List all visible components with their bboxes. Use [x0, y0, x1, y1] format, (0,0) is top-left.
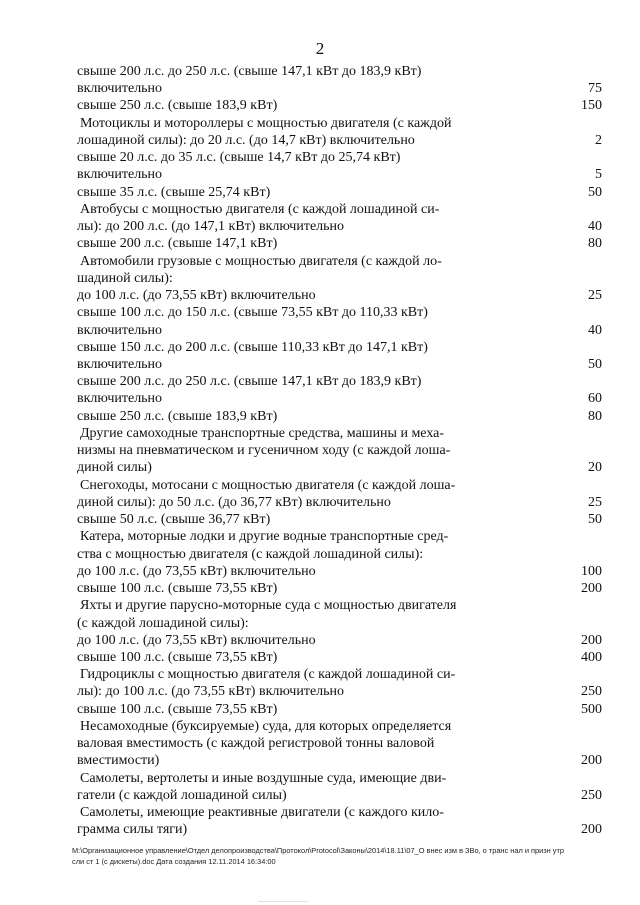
rate-line: [77, 63, 602, 80]
category-heading-line: [77, 770, 602, 787]
footer-date-line: сли ст 1 (с дискеты).doc Дата создания 12.11.2014 16:34:00: [72, 857, 276, 866]
line-text: Мотоциклы и мотороллеры с мощностью двигателя (с каждой: [80, 115, 452, 131]
rate-line: [77, 546, 602, 563]
category-heading-line: [77, 425, 602, 442]
line-text: до 100 л.с. (до 73,55 кВт) включительно: [77, 288, 316, 304]
line-text: грамма силы тяги): [77, 822, 188, 838]
line-text: включительно: [77, 81, 163, 97]
rate-value: 80: [588, 236, 602, 252]
line-text: Автобусы с мощностью двигателя (с каждой лошадиной си-: [80, 201, 440, 217]
line-text: свыше 100 л.с. (свыше 73,55 кВт): [77, 649, 278, 665]
rate-value: 250: [581, 684, 602, 700]
rate-value: 50: [588, 184, 602, 200]
line-text: включительно: [77, 167, 163, 183]
rate-line: [77, 80, 602, 97]
line-text: низмы на пневматическом и гусеничном ходу (с каждой лоша-: [77, 443, 451, 459]
rate-value: 25: [588, 494, 602, 510]
category-heading-line: [77, 477, 602, 494]
rate-value: 200: [581, 632, 602, 648]
rate-line: [77, 735, 602, 752]
line-text: Яхты и другие парусно-моторные суда с мощностью двигателя: [80, 598, 457, 614]
rate-line: [77, 390, 602, 407]
rate-value: 400: [581, 649, 602, 665]
category-heading-line: [77, 666, 602, 683]
rate-line: [77, 339, 602, 356]
line-text: до 100 л.с. (до 73,55 кВт) включительно: [77, 632, 316, 648]
line-text: свыше 250 л.с. (свыше 183,9 кВт): [77, 98, 278, 114]
rate-line: [77, 494, 602, 511]
rate-line: [77, 235, 602, 252]
line-text: гатели (с каждой лошадиной силы): [77, 787, 287, 803]
rate-line: [77, 218, 602, 235]
line-text: свыше 200 л.с. до 250 л.с. (свыше 147,1 кВт до 183,9 кВт): [77, 374, 422, 390]
rate-value: 20: [588, 460, 602, 476]
rate-value: 40: [588, 322, 602, 338]
rate-line: [77, 132, 602, 149]
rate-value: 200: [581, 581, 602, 597]
line-text: свыше 100 л.с. до 150 л.с. (свыше 73,55 кВт до 110,33 кВт): [77, 305, 428, 321]
rate-line: [77, 701, 602, 718]
rate-line: [77, 563, 602, 580]
line-text: свыше 200 л.с. до 250 л.с. (свыше 147,1 кВт до 183,9 кВт): [77, 64, 422, 79]
rate-value: 50: [588, 512, 602, 528]
rate-line: [77, 615, 602, 632]
line-text: ства с мощностью двигателя (с каждой лошадиной силы):: [77, 546, 424, 562]
line-text: Несамоходные (буксируемые) суда, для которых определяется: [80, 718, 452, 734]
line-text: лы): до 100 л.с. (до 73,55 кВт) включительно: [77, 684, 345, 700]
scan-artifact: [258, 901, 308, 902]
rate-line: [77, 787, 602, 804]
line-text: свыше 150 л.с. до 200 л.с. (свыше 110,33 кВт до 147,1 кВт): [77, 339, 428, 355]
rate-line: [77, 270, 602, 287]
rate-value: 2: [595, 132, 602, 148]
rate-line: [77, 649, 602, 666]
rate-line: [77, 580, 602, 597]
rate-value: 200: [581, 753, 602, 769]
category-heading-line: [77, 804, 602, 821]
line-text: Катера, моторные лодки и другие водные транспортные сред-: [80, 529, 449, 545]
line-text: свыше 100 л.с. (свыше 73,55 кВт): [77, 701, 278, 717]
line-text: лошадиной силы): до 20 л.с. (до 14,7 кВт) включительно: [77, 132, 415, 148]
rate-value: 500: [581, 701, 602, 717]
rate-value: 200: [581, 822, 602, 838]
line-text: валовая вместимость (с каждой регистровой тонны валовой: [77, 736, 435, 752]
category-heading-line: [77, 718, 602, 735]
line-text: свыше 250 л.с. (свыше 183,9 кВт): [77, 408, 278, 424]
rate-line: [77, 511, 602, 528]
rate-value: 250: [581, 787, 602, 803]
line-text: Другие самоходные транспортные средства, машины и меха-: [80, 425, 445, 441]
category-heading-line: [77, 528, 602, 545]
category-heading-line: [77, 253, 602, 270]
line-text: лы): до 200 л.с. (до 147,1 кВт) включительно: [77, 219, 345, 235]
line-text: Самолеты, вертолеты и иные воздушные суда, имеющие дви-: [80, 770, 447, 786]
line-text: включительно: [77, 356, 163, 372]
page-number: 2: [315, 39, 325, 58]
line-text: включительно: [77, 391, 163, 407]
line-text: Гидроциклы с мощностью двигателя (с каждой лошадиной си-: [80, 667, 456, 683]
line-text: свыше 35 л.с. (свыше 25,74 кВт): [77, 184, 271, 200]
rate-line: [77, 149, 602, 166]
rate-line: [77, 166, 602, 183]
line-text: свыше 20 л.с. до 35 л.с. (свыше 14,7 кВт до 25,74 кВт): [77, 150, 401, 166]
rate-value: 60: [588, 391, 602, 407]
rate-value: 100: [581, 563, 602, 579]
line-text: Самолеты, имеющие реактивные двигатели (с каждого кило-: [80, 805, 444, 821]
rate-line: [77, 752, 602, 769]
rate-line: [77, 632, 602, 649]
rate-line: [77, 683, 602, 700]
line-text: свыше 100 л.с. (свыше 73,55 кВт): [77, 581, 278, 597]
rate-line: [77, 408, 602, 425]
line-text: (с каждой лошадиной силы):: [77, 615, 249, 631]
rate-line: [77, 322, 602, 339]
category-heading-line: [77, 115, 602, 132]
rate-line: [77, 442, 602, 459]
line-text: шадиной силы):: [77, 270, 173, 286]
line-text: диной силы): [77, 460, 152, 476]
rate-value: 25: [588, 288, 602, 304]
category-heading-line: [77, 597, 602, 614]
rate-line: [77, 356, 602, 373]
rate-value: 40: [588, 219, 602, 235]
footer-path-line: М:\Организационное управление\Отдел делопроизводства\Протокол\Protocol\Законы\2014\18.11\07_О внес изм в ЗВо, о транс нал и призн утр: [72, 846, 564, 855]
rate-line: [77, 287, 602, 304]
rate-value: 150: [581, 98, 602, 114]
line-text: вместимости): [77, 753, 160, 769]
line-text: свыше 50 л.с. (свыше 36,77 кВт): [77, 512, 271, 528]
line-text: включительно: [77, 322, 163, 338]
rate-value: 75: [588, 81, 602, 97]
file-path-footer: [72, 845, 617, 867]
rate-value: 5: [595, 167, 602, 183]
line-text: свыше 200 л.с. (свыше 147,1 кВт): [77, 236, 278, 252]
rate-line: [77, 459, 602, 476]
rate-line: [77, 373, 602, 390]
line-text: Автомобили грузовые с мощностью двигателя (с каждой ло-: [80, 253, 442, 269]
line-text: до 100 л.с. (до 73,55 кВт) включительно: [77, 563, 316, 579]
rate-value: 50: [588, 356, 602, 372]
rate-line: [77, 821, 602, 838]
rate-value: 80: [588, 408, 602, 424]
line-text: диной силы): до 50 л.с. (до 36,77 кВт) включительно: [77, 494, 391, 510]
rate-line: [77, 184, 602, 201]
tax-rate-list: [77, 63, 602, 839]
line-text: Снегоходы, мотосани с мощностью двигателя (с каждой лоша-: [80, 477, 456, 493]
rate-line: [77, 97, 602, 114]
rate-line: [77, 304, 602, 321]
category-heading-line: [77, 201, 602, 218]
